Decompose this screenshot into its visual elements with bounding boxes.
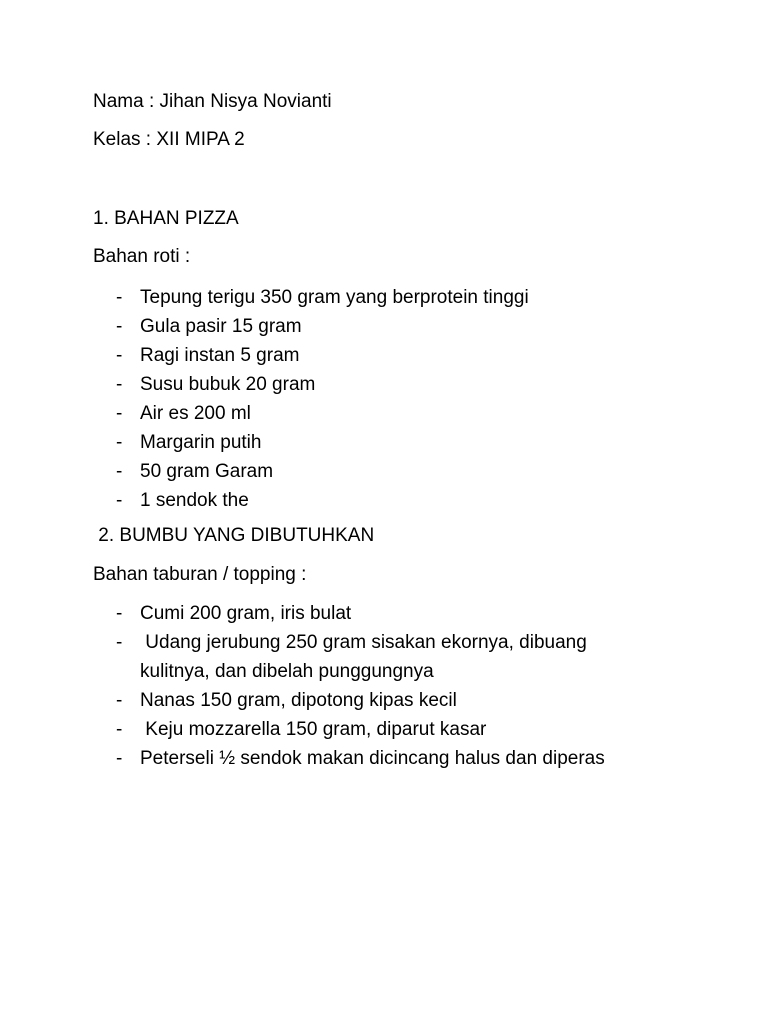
bullet-dash: - [116,461,123,482]
list-item-text: Margarin putih [140,432,262,453]
list-item-text: Air es 200 ml [140,403,251,424]
list-item-text: Susu bubuk 20 gram [140,374,316,395]
bullet-dash: - [116,374,123,395]
bullet-dash: - [116,432,123,453]
student-name: Nama : Jihan Nisya Novianti [93,91,332,112]
bullet-dash: - [116,603,123,624]
bullet-dash: - [116,287,123,308]
bullet-dash: - [116,345,123,366]
section2-subheading: Bahan taburan / topping : [93,564,307,585]
bullet-dash: - [116,690,123,711]
list-item-text: Keju mozzarella 150 gram, diparut kasar [140,719,487,740]
list-item-text: Tepung terigu 350 gram yang berprotein tinggi [140,287,529,308]
section1-heading: 1. BAHAN PIZZA [93,208,239,229]
bullet-dash: - [116,316,123,337]
list-item-text: Cumi 200 gram, iris bulat [140,603,352,624]
list-item-text: 1 sendok the [140,490,249,511]
bullet-dash: - [116,490,123,511]
section1-subheading: Bahan roti : [93,246,191,267]
list-item-text: Gula pasir 15 gram [140,316,302,337]
bullet-dash: - [116,719,123,740]
list-item-text: Ragi instan 5 gram [140,345,300,366]
section2-heading: 2. BUMBU YANG DIBUTUHKAN [93,525,375,546]
student-class: Kelas : XII MIPA 2 [93,129,245,150]
bullet-dash: - [116,748,123,769]
list-item-text: Peterseli ½ sendok makan dicincang halus dan diperas [140,748,605,769]
bullet-dash: - [116,632,123,653]
list-item-text: 50 gram Garam [140,461,274,482]
list-item-text: Udang jerubung 250 gram sisakan ekornya, dibuang kulitnya, dan dibelah punggungnya [140,632,593,682]
list-item-text: Nanas 150 gram, dipotong kipas kecil [140,690,457,711]
bullet-dash: - [116,403,123,424]
